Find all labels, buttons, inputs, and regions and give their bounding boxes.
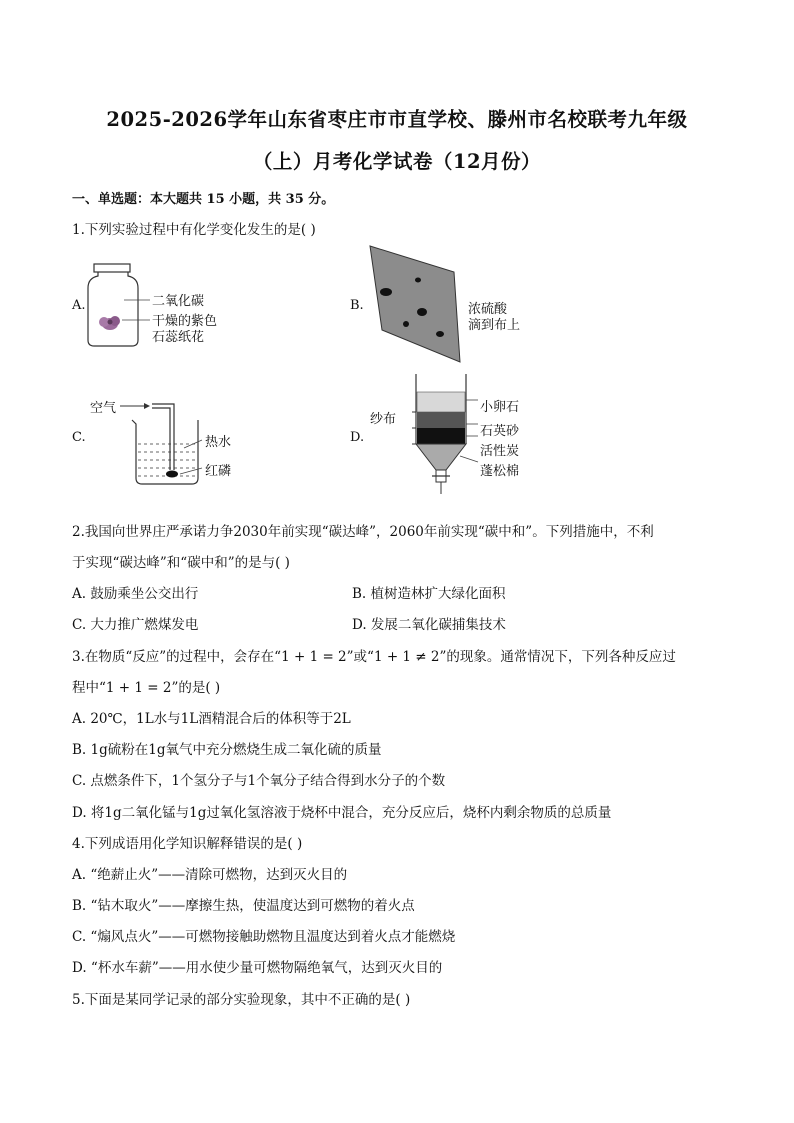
cotton-layer [416,444,466,470]
acid-spot [415,278,421,283]
q1-d-label-pebbles: 小卵石 [480,400,520,415]
q2-option-b: B. 植树造林扩大绿化面积 [352,586,506,602]
q1-b-label-cloth: 滴到布上 [468,318,521,333]
section-heading: 一、单选题：本大题共 15 小题，共 35 分。 [72,192,335,207]
q1-option-b-figure [364,244,464,366]
q3-stem-line1: 3.在物质“反应”的过程中，会存在“1 + 1 = 2”或“1 + 1 ≠ 2”的现象。通常情况下，下列各种反应过 [72,649,676,665]
q4-option-d: D. “杯水车薪”——用水使少量可燃物隔绝氧气，达到灭火目的 [72,960,443,976]
q1-c-label-air: 空气 [90,401,117,416]
q1-option-c-figure [118,398,208,488]
q1-option-a-letter: A. [72,298,86,313]
q2-option-c: C. 大力推广燃煤发电 [72,617,199,633]
q2-option-a: A. 鼓励乘坐公交出行 [72,586,199,602]
q1-stem: 1.下列实验过程中有化学变化发生的是( ) [72,222,316,238]
exam-title-line1: 2025-2026学年山东省枣庄市市直学校、滕州市名校联考九年级 [106,108,688,131]
acid-spot [436,331,444,337]
acid-spot [417,308,427,316]
q2-stem-line2: 于实现“碳达峰”和“碳中和”的是与( ) [72,555,290,571]
q1-a-label-dry: 干燥的紫色 [152,314,218,329]
q2-stem-line1: 2.我国向世界庄严承诺力争2030年前实现“碳达峰”，2060年前实现“碳中和”。下列措施中，不利 [72,524,654,540]
pebble-layer [417,392,465,412]
q1-d-label-cotton: 蓬松棉 [480,464,520,479]
q1-option-b-letter: B. [350,298,364,313]
q4-stem: 4.下列成语用化学知识解释错误的是( ) [72,836,303,852]
q1-d-label-carbon: 活性炭 [480,444,520,459]
q1-a-label-co2: 二氧化碳 [152,294,205,309]
q4-option-a: A. “绝薪止火”——清除可燃物，达到灭火目的 [72,867,348,883]
q1-d-label-gauze: 纱布 [370,412,397,427]
q1-d-label-quartz: 石英砂 [480,424,520,439]
q3-option-b: B. 1g硫粉在1g氧气中充分燃烧生成二氧化硫的质量 [72,742,382,758]
red-phosphorus [166,471,178,478]
q1-option-c-letter: C. [72,430,86,445]
q1-option-d-figure [400,372,482,500]
q3-option-d: D. 将1g二氧化锰与1g过氧化氢溶液于烧杯中混合，充分反应后，烧杯内剩余物质的总质量 [72,805,612,821]
q1-c-label-hot-water: 热水 [205,435,232,450]
exam-title-line2: （上）月考化学试卷（12月份） [252,150,542,173]
activated-carbon-layer [417,428,465,444]
q3-option-c: C. 点燃条件下，1个氢分子与1个氧分子结合得到水分子的个数 [72,773,446,789]
q1-b-label-acid: 浓硫酸 [468,302,508,317]
q3-option-a: A. 20℃，1L水与1L酒精混合后的体积等于2L [72,711,351,727]
purple-flower-icon [99,316,120,330]
q1-a-label-litmus: 石蕊纸花 [152,330,205,345]
acid-spot [403,321,409,327]
q4-option-c: C. “煽风点火”——可燃物接触助燃物且温度达到着火点才能燃烧 [72,929,456,945]
q2-option-d: D. 发展二氧化碳捕集技术 [352,617,506,633]
q5-stem: 5.下面是某同学记录的部分实验现象，其中不正确的是( ) [72,992,411,1008]
q1-c-label-phosphorus: 红磷 [205,464,232,479]
q1-option-d-letter: D. [350,430,365,445]
q4-option-b: B. “钻木取火”——摩擦生热，使温度达到可燃物的着火点 [72,898,415,914]
quartz-sand-layer [417,412,465,428]
q3-stem-line2: 程中“1 + 1 = 2”的是( ) [72,680,221,696]
acid-spot [380,288,392,296]
